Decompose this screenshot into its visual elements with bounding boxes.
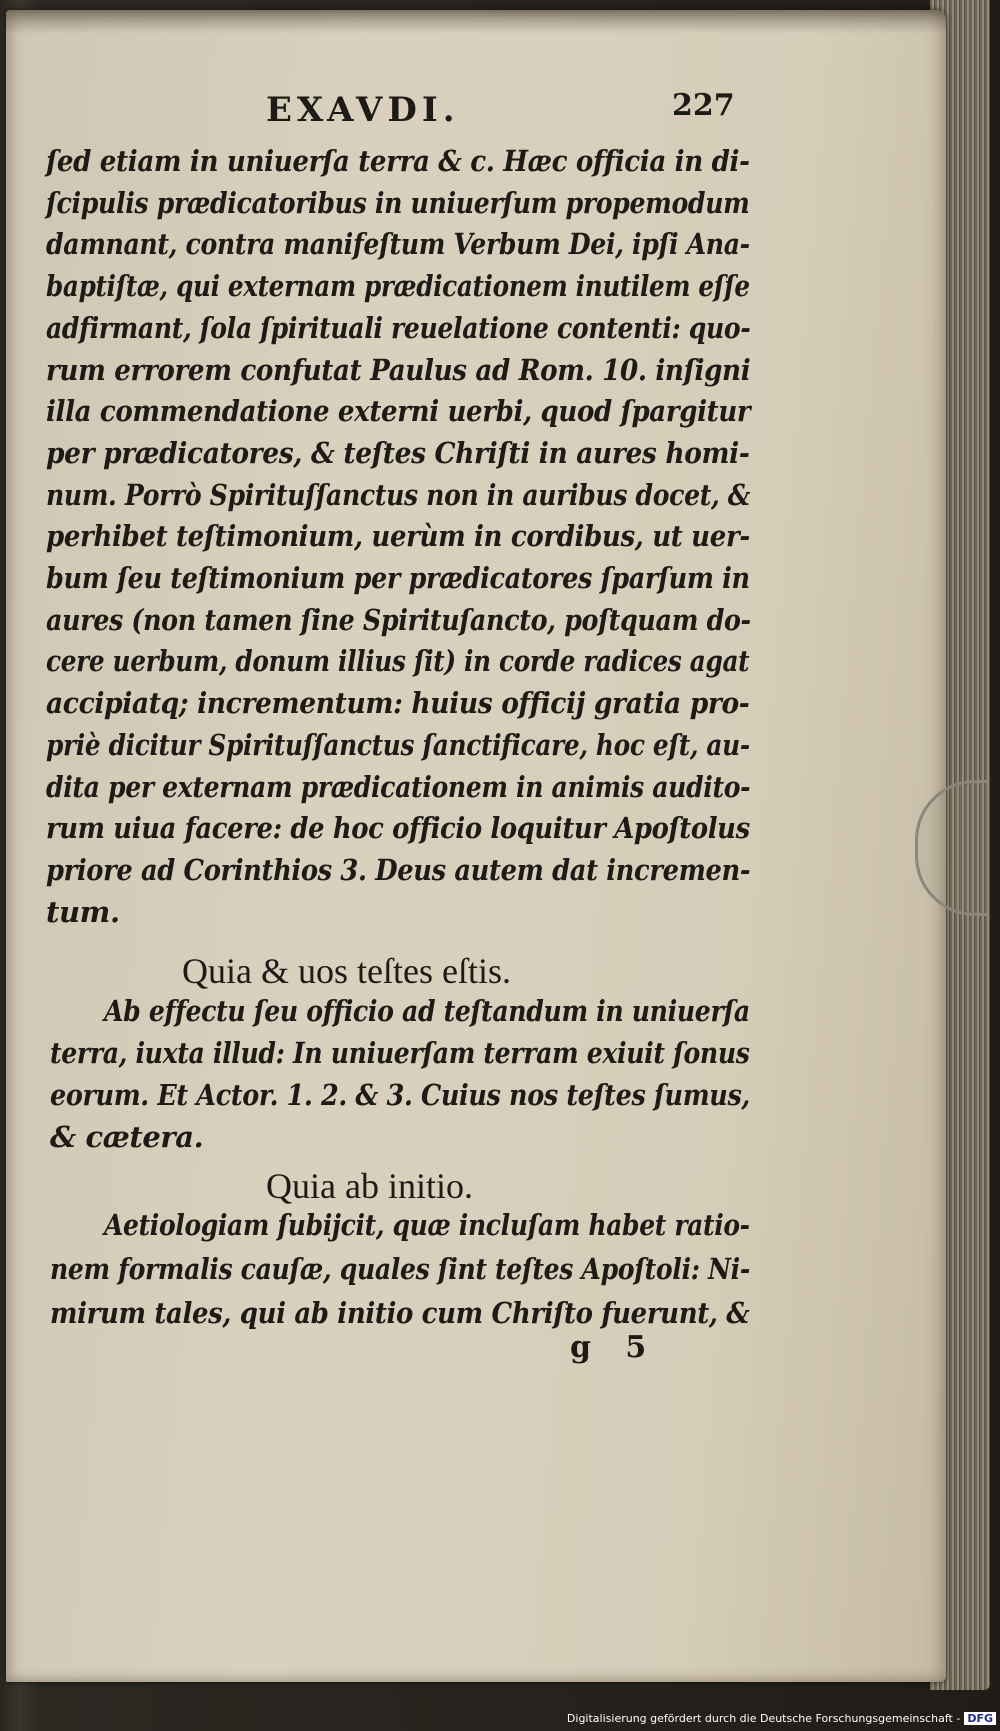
text-line: baptiſtæ, qui externam prædicationem inutilem eſſe [46,269,750,304]
section-heading: Quia ab initio. [266,1166,473,1206]
text-line: Ab effectu ſeu officio ad teſtandum in uniuerſa [104,994,750,1028]
text-line: rum uiua facere: de hoc officio loquitur Apoſtolus [46,811,750,846]
text-line: accipiatq; incrementum: huius officij gratia pro- [46,686,750,721]
text-line: mirum tales, qui ab initio cum Chriſto fuerunt, & [50,1296,750,1330]
text-line: priore ad Corinthios 3. Deus autem dat incremen- [46,852,751,887]
dfg-logo: DFG [964,1712,996,1725]
section-heading: Quia & uos teſtes eſtis. [182,951,511,991]
text-line: cere uerbum, donum illius ſit) in corde radices agat [46,644,750,679]
text-line: per prædicatores, & teſtes Chriſti in aures homi- [46,435,750,470]
text-line: Aetiologiam ſubijcit, quæ incluſam habet ratio- [104,1208,750,1242]
text-line: terra, iuxta illud: In uniuerſam terram exiuit ſonus [50,1036,750,1070]
text-line: damnant, contra manifeſtum Verbum Dei, ipſi Ana- [46,227,750,262]
text-line: dita per externam prædicationem in animis audito- [46,769,751,804]
text-line: & cætera. [50,1120,204,1154]
text-line: aures (non tamen ſine Spirituſancto, poſtquam do- [46,602,751,637]
page-number: 227 [672,88,735,123]
text-line: eorum. Et Actor. 1. 2. & 3. Cuius nos teſtes ſumus, [50,1078,750,1112]
text-line: priè dicitur Spirituſſanctus ſanctificare, hoc eſt, au- [46,727,750,762]
text-line: rum errorem confutat Paulus ad Rom. 10. inſigni [46,352,751,387]
text-line: ſcipulis prædicatoribus in uniuerſum propemodum [46,185,750,220]
text-line: ſed etiam in uniuerſa terra & c. Hæc officia in di- [46,144,750,178]
text-line: bum ſeu teſtimonium per prædicatores ſparſum in [46,561,750,595]
page-header [0,90,1000,130]
credit-text: Digitalisierung gefördert durch die Deutsche Forschungsgemeinschaft - [566,1712,961,1725]
running-head: EXAVDI. [266,90,460,130]
digitization-credit [567,1712,996,1725]
signature-mark: g 5 [570,1330,659,1365]
page-top-shadow [6,10,946,34]
text-line: adfirmant, ſola ſpirituali reuelatione contenti: quo- [46,310,751,345]
text-line: illa commendatione externi uerbi, quod ſpargitur [46,394,751,429]
text-line: nem formalis cauſæ, quales ſint teſtes Apoſtoli: Ni- [50,1252,750,1286]
text-line: tum. [46,894,120,929]
text-line: num. Porrò Spirituſſanctus non in auribus docet, & [46,477,751,512]
text-line: perhibet teſtimonium, uerùm in cordibus, ut uer- [46,519,750,554]
